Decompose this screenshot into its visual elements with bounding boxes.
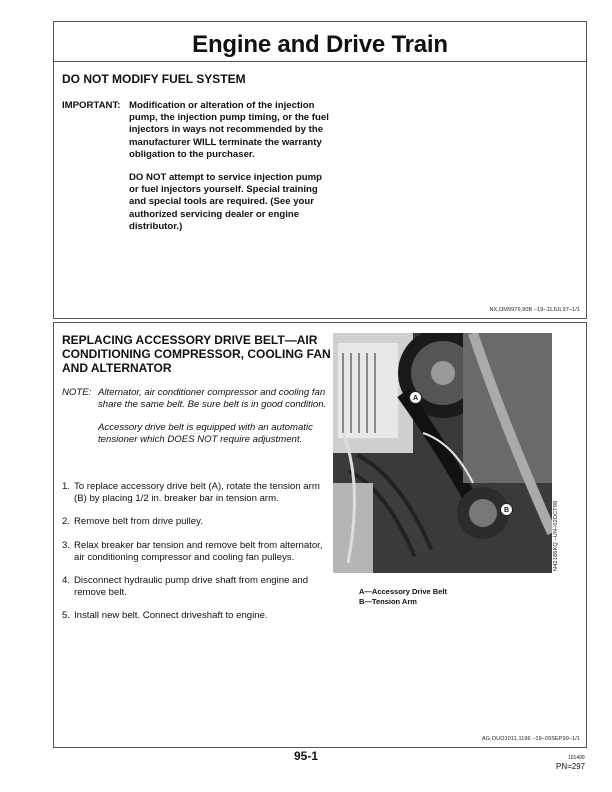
step-item (62, 610, 327, 622)
caption-a: A—Accessory Drive Belt (359, 587, 447, 596)
caption-b: B—Tension Arm (359, 597, 417, 606)
important-paragraph-2: DO NOT attempt to service injection pump or fuel injectors yourself. Special training and special tools are required. (See your authorized servicing dealer or engine distributor.) (129, 172, 322, 232)
figure-code: N42186KQ –UN–02DCT98 (553, 500, 559, 571)
step-item (62, 575, 327, 599)
section-heading: DO NOT MODIFY FUEL SYSTEM (62, 72, 246, 86)
important-text (129, 100, 329, 244)
drive-belt-section (53, 322, 587, 748)
step-number: 2. (62, 516, 71, 528)
engine-illustration (333, 333, 552, 573)
note-text (98, 387, 328, 457)
note-paragraph-2: Accessory drive belt is equipped with an automatic tensioner which DOES NOT require adjustment. (98, 422, 313, 445)
note-paragraph-1: Alternator, air conditioner compressor and cooling fan share the same belt. Be sure belt is in good condition. (98, 387, 327, 410)
step-number: 1. (62, 481, 71, 492)
important-label: IMPORTANT: (62, 100, 121, 111)
title-frame (53, 21, 587, 61)
note-label: NOTE: (62, 387, 92, 398)
page-title: Engine and Drive Train (192, 31, 448, 58)
footer-code: 101499 (568, 755, 585, 761)
step-item (62, 540, 327, 564)
engine-belt-photo (333, 333, 552, 573)
step-text: To replace accessory drive belt (A), rotate the tension arm (B) by placing 1/2 in. breaker bar in tension arm. (74, 481, 320, 505)
step-number: 5. (62, 610, 71, 622)
figure-captions (359, 587, 447, 607)
section-reference: AG,OUO1011,1196 –19–09SEP99–1/1 (482, 736, 580, 742)
section-heading: REPLACING ACCESSORY DRIVE BELT—AIR CONDITIONING COMPRESSOR, COOLING FAN AND ALTERNATOR (62, 333, 331, 375)
step-item (62, 481, 327, 505)
callout-a: A (409, 391, 422, 404)
step-text: Disconnect hydraulic pump drive shaft from engine and remove belt. (74, 575, 309, 599)
section-reference: NX,OM9976,90B –19–11JUL97–1/1 (489, 307, 580, 313)
step-text: Remove belt from drive pulley. (74, 516, 203, 528)
step-text: Relax breaker bar tension and remove belt from alternator, air conditioning compressor and cooling fan pulleys. (74, 539, 323, 563)
page-number: 95-1 (293, 749, 319, 763)
step-text: Install new belt. Connect driveshaft to engine. (74, 610, 268, 622)
callout-b: B (500, 503, 513, 516)
fuel-system-section (53, 61, 587, 319)
important-paragraph-1: Modification or alteration of the injection pump, the injection pump timing, or the fuel injectors in ways not recommended by the manufacturer WILL terminate the warranty obligation to the purchaser. (129, 100, 329, 160)
pn-number: PN=297 (556, 762, 586, 771)
step-number: 4. (62, 575, 71, 587)
step-number: 3. (62, 539, 71, 551)
step-list (62, 481, 327, 634)
step-item (62, 516, 327, 528)
